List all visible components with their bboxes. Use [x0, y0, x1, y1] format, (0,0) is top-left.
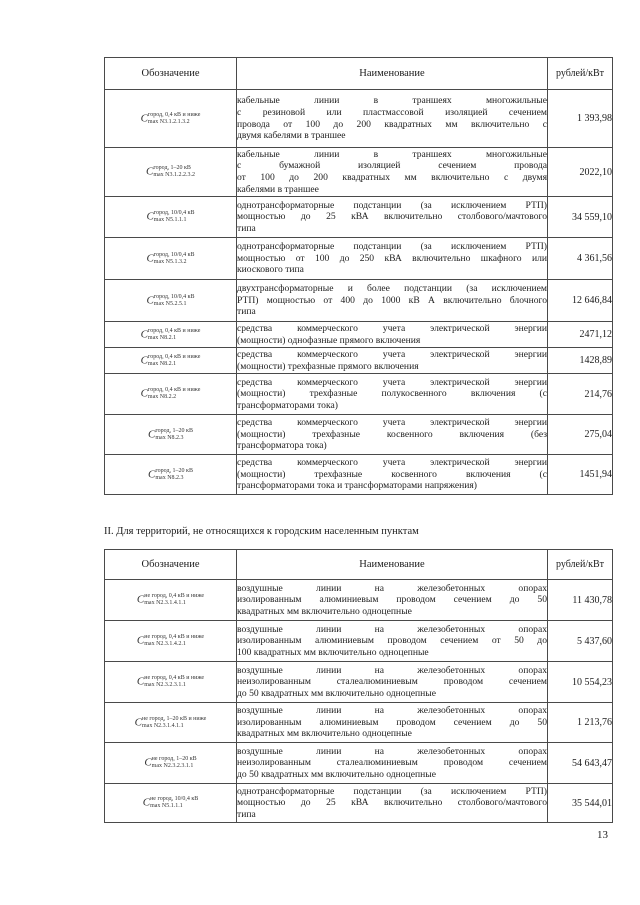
description-line: однотрансформаторные подстанции (за исключением РТП) — [237, 241, 547, 253]
description-line: типа — [237, 808, 256, 820]
tariff-code-superscript: город, 1–20 кВ — [155, 427, 193, 434]
tariff-code — [105, 90, 237, 148]
tariff-code-letter: C — [136, 634, 145, 647]
tariff-description — [237, 743, 548, 784]
tariff-code-letter: C — [146, 210, 154, 223]
tariff-code — [105, 238, 237, 280]
tariff-code-subscript: max N8.2.3 — [155, 474, 184, 481]
description-line: (мощности) трехфазные прямого включения — [237, 360, 419, 372]
tariff-code-subscript: max N8.2.2 — [147, 394, 177, 400]
tariff-code-superscript: город, 0,4 кВ и ниже — [147, 327, 201, 334]
description-line: с бумажной изоляцией сечением провода — [237, 160, 547, 172]
table-row — [105, 784, 613, 823]
tariff-code-superscript: не город, 0,4 кВ и ниже — [144, 634, 205, 640]
description-line: кабелями в траншее — [237, 183, 319, 195]
tariff-value: 35 544,01 — [548, 784, 613, 823]
tariff-code-letter: C — [140, 112, 148, 124]
table-row — [105, 703, 613, 743]
table-row — [105, 348, 613, 374]
tariff-code-subscript: max N2.3.1.4.1.1 — [141, 722, 184, 729]
description-line: мощностью от 100 до 250 кВА включительно шкафного или — [237, 252, 547, 264]
description-line: воздушные линии на железобетонных опорах — [237, 582, 547, 594]
tariff-code-index — [148, 328, 200, 342]
header-name: Наименование — [237, 550, 548, 580]
tariff-code-superscript: не город, 1–20 кВ — [151, 756, 197, 762]
description-line: трансформаторами тока и трансформаторами напряжения) — [237, 480, 477, 492]
tariff-code — [105, 784, 237, 823]
tariff-code-subscript: max N8.2.1 — [147, 360, 177, 367]
tariff-code — [105, 415, 237, 455]
tariff-code — [105, 662, 237, 703]
tariff-value: 275,04 — [548, 415, 613, 455]
tariff-code-superscript: город, 1–20 кВ — [155, 467, 193, 474]
tariff-code — [105, 455, 237, 495]
tariff-code-letter: C — [140, 328, 148, 340]
description-line: с резиновой или пластмассовой изоляцией сечением — [237, 106, 547, 118]
tariff-code-subscript: max N2.3.2.3.1.1 — [151, 763, 194, 769]
description-line: (мощности) трехфазные косвенного включения (с — [237, 468, 547, 480]
description-line: кабельные линии в траншеях многожильные — [237, 148, 547, 160]
tariff-value: 214,76 — [548, 374, 613, 415]
tariff-description — [237, 197, 548, 238]
tariff-code — [105, 322, 237, 348]
description-line: однотрансформаторные подстанции (за исключением РТП) — [237, 199, 547, 211]
tariff-description — [237, 90, 548, 148]
tariff-code — [105, 743, 237, 784]
description-line: воздушные линии на железобетонных опорах — [237, 705, 547, 717]
tariff-code — [105, 580, 237, 621]
tariff-code-subscript: max N5.1.1.1 — [153, 217, 187, 223]
tariff-code-letter: C — [148, 428, 156, 440]
description-line: мощностью до 25 кВА включительно столбового/мачтового — [237, 797, 547, 809]
tariff-code-subscript: max N5.1.3.2 — [153, 258, 187, 265]
tariff-value: 11 430,78 — [548, 580, 613, 621]
tariff-description — [237, 148, 548, 197]
tariff-code-subscript: max N5.1.1.1 — [150, 803, 183, 809]
description-line: средства коммерческого учета электрической энергии — [237, 322, 547, 334]
description-line: изолированным алюминиевым проводом сечением до 50 — [237, 594, 547, 606]
description-line: (мощности) трехфазные полукосвенного включения (с — [237, 388, 547, 400]
tariff-code-subscript: max N8.2.1 — [147, 334, 177, 341]
table-row — [105, 455, 613, 495]
tariff-table-urban — [104, 57, 613, 495]
tariff-code-index — [154, 210, 195, 224]
tariff-code-superscript: не город, 10/0,4 кВ — [150, 796, 199, 802]
description-line: неизолированным сталеалюминиевым проводом сечением — [237, 757, 547, 769]
tariff-description — [237, 280, 548, 322]
tariff-value: 1 393,98 — [548, 90, 613, 148]
tariff-code-letter: C — [148, 468, 156, 480]
description-line: квадратных мм включительно одноцепные — [237, 605, 412, 617]
tariff-code-letter: C — [136, 593, 145, 606]
header-code: Обозначение — [105, 58, 237, 90]
tariff-value: 1428,89 — [548, 348, 613, 374]
tariff-value: 34 559,10 — [548, 197, 613, 238]
description-line: до 50 квадратных мм включительно одноцепные — [237, 687, 436, 699]
tariff-code-index — [144, 593, 204, 607]
tariff-code-superscript: город, 0,4 кВ и ниже — [147, 387, 201, 393]
table-row — [105, 580, 613, 621]
description-line: трансформатора тока) — [237, 440, 327, 452]
tariff-code-letter: C — [142, 796, 151, 809]
tariff-code-superscript: город, 0,4 кВ и ниже — [147, 353, 201, 360]
table-row — [105, 621, 613, 662]
tariff-code — [105, 374, 237, 415]
tariff-value: 1 213,76 — [548, 703, 613, 743]
section-title: II. Для территорий, не относящихся к городским населенным пунктам — [104, 526, 419, 537]
description-line: средства коммерческого учета электрической энергии — [237, 376, 547, 388]
description-line: кабельные линии в траншеях многожильные — [237, 95, 547, 107]
tariff-code-subscript: max N3.1.2.1.3.2 — [147, 118, 190, 125]
tariff-value: 10 554,23 — [548, 662, 613, 703]
description-line: двумя кабелями в траншее — [237, 130, 346, 142]
description-line: изолированным алюминиевым проводом сечением до 50 — [237, 716, 547, 728]
tariff-code-subscript: max N5.2.5.1 — [153, 300, 187, 307]
tariff-code-subscript: max N8.2.3 — [155, 434, 184, 441]
tariff-table-rural — [104, 549, 613, 823]
tariff-description — [237, 415, 548, 455]
tariff-description — [237, 374, 548, 415]
table-row — [105, 743, 613, 784]
table-body — [105, 90, 613, 495]
tariff-code-superscript: не город, 0,4 кВ и ниже — [144, 593, 205, 599]
tariff-code-index — [155, 428, 193, 442]
description-line: киоскового типа — [237, 264, 304, 276]
description-line: неизолированным сталеалюминиевым проводом сечением — [237, 676, 547, 688]
tariff-code-subscript: max N3.1.2.2.3.2 — [153, 172, 195, 178]
tariff-code-superscript: не город, 0,4 кВ и ниже — [144, 675, 205, 681]
tariff-code — [105, 197, 237, 238]
description-line: средства коммерческого учета электрической энергии — [237, 417, 547, 429]
table-header-row — [105, 550, 613, 580]
description-line: изолированным алюминиевым проводом сечением от 50 до — [237, 635, 547, 647]
tariff-description — [237, 348, 548, 374]
page-number: 13 — [597, 829, 608, 841]
tariff-code-superscript: город, 10/0,4 кВ — [153, 293, 195, 300]
description-line: трансформаторами тока) — [237, 399, 338, 411]
tariff-code-letter: C — [146, 294, 154, 306]
description-line: воздушные линии на железобетонных опорах — [237, 623, 547, 635]
table-row — [105, 238, 613, 280]
tariff-code-superscript: город, 1–20 кВ — [153, 165, 191, 171]
tariff-code-index — [144, 675, 204, 689]
header-code: Обозначение — [105, 550, 237, 580]
tariff-code-index — [152, 756, 197, 770]
tariff-code-subscript: max N2.3.1.4.1.1 — [144, 600, 186, 606]
tariff-code-letter: C — [145, 165, 154, 178]
description-line: от 100 до 200 квадратных мм включительно с двумя — [237, 172, 547, 183]
tariff-code-subscript: max N2.3.1.4.2.1 — [144, 641, 186, 647]
tariff-code-letter: C — [140, 387, 148, 400]
header-price: рублей/кВт — [548, 58, 613, 90]
tariff-value: 2471,12 — [548, 322, 613, 348]
tariff-value: 1451,94 — [548, 455, 613, 495]
tariff-description — [237, 784, 548, 823]
table-row — [105, 415, 613, 455]
tariff-code-superscript: город, 10/0,4 кВ — [153, 251, 195, 258]
tariff-value: 4 361,56 — [548, 238, 613, 280]
tariff-description — [237, 621, 548, 662]
description-line: воздушные линии на железобетонных опорах — [237, 664, 547, 676]
tariff-description — [237, 703, 548, 743]
table-row — [105, 197, 613, 238]
description-line: средства коммерческого учета электрической энергии — [237, 457, 547, 469]
description-line: РТП) мощностью от 400 до 1000 кВ А включительно блочного — [237, 294, 547, 306]
tariff-code-subscript: max N2.3.2.3.1.1 — [144, 682, 186, 688]
table-row — [105, 374, 613, 415]
header-name: Наименование — [237, 58, 548, 90]
tariff-code-index — [142, 716, 206, 730]
tariff-code-index — [154, 294, 195, 308]
tariff-code-index — [148, 112, 200, 126]
tariff-code-letter: C — [146, 252, 154, 264]
table-row — [105, 662, 613, 703]
tariff-code-letter: C — [144, 756, 152, 769]
tariff-description — [237, 662, 548, 703]
tariff-code-index — [154, 252, 195, 266]
header-price: рублей/кВт — [548, 550, 613, 580]
description-line: средства коммерческого учета электрической энергии — [237, 348, 547, 360]
tariff-code-letter: C — [134, 716, 142, 728]
tariff-value: 54 643,47 — [548, 743, 613, 784]
tariff-value: 12 646,84 — [548, 280, 613, 322]
tariff-value: 2022,10 — [548, 148, 613, 197]
tariff-description — [237, 455, 548, 495]
tariff-code-letter: C — [140, 354, 148, 366]
description-line: до 50 квадратных мм включительно одноцепные — [237, 768, 436, 780]
description-line: квадратных мм включительно одноцепные — [237, 728, 412, 740]
tariff-code-superscript: не город, 1–20 кВ и ниже — [141, 715, 207, 722]
table-row — [105, 148, 613, 197]
tariff-code-index — [150, 796, 198, 810]
tariff-code-superscript: город, 0,4 кВ и ниже — [147, 111, 201, 118]
description-line: мощностью до 25 кВА включительно столбового/мачтового — [237, 211, 547, 223]
tariff-code — [105, 703, 237, 743]
description-line: двухтрансформаторные и более подстанции (за исключением — [237, 283, 547, 295]
table-row — [105, 280, 613, 322]
table-body — [105, 580, 613, 823]
description-line: однотрансформаторные подстанции (за исключением РТП) — [237, 785, 547, 797]
table-header-row — [105, 58, 613, 90]
tariff-code-index — [148, 354, 200, 368]
description-line: типа — [237, 306, 256, 318]
tariff-code — [105, 621, 237, 662]
tariff-value: 5 437,60 — [548, 621, 613, 662]
tariff-code — [105, 280, 237, 322]
tariff-description — [237, 580, 548, 621]
tariff-code-index — [144, 634, 204, 648]
tariff-description — [237, 238, 548, 280]
tariff-code-index — [155, 468, 193, 482]
tariff-code-letter: C — [136, 675, 145, 688]
description-line: провода от 100 до 200 квадратных мм включительно с — [237, 118, 547, 130]
description-line: воздушные линии на железобетонных опорах — [237, 745, 547, 757]
tariff-code — [105, 148, 237, 197]
tariff-code — [105, 348, 237, 374]
table-row — [105, 322, 613, 348]
description-line: типа — [237, 222, 256, 234]
table-row — [105, 90, 613, 148]
description-line: (мощности) однофазные прямого включения — [237, 334, 421, 346]
tariff-code-superscript: город, 10/0,4 кВ — [153, 210, 195, 216]
tariff-code-index — [153, 165, 195, 179]
description-line: (мощности) трехфазные косвенного включения (без — [237, 428, 547, 440]
tariff-description — [237, 322, 548, 348]
tariff-code-index — [148, 387, 200, 401]
description-line: 100 квадратных мм включительно одноцепные — [237, 646, 429, 658]
